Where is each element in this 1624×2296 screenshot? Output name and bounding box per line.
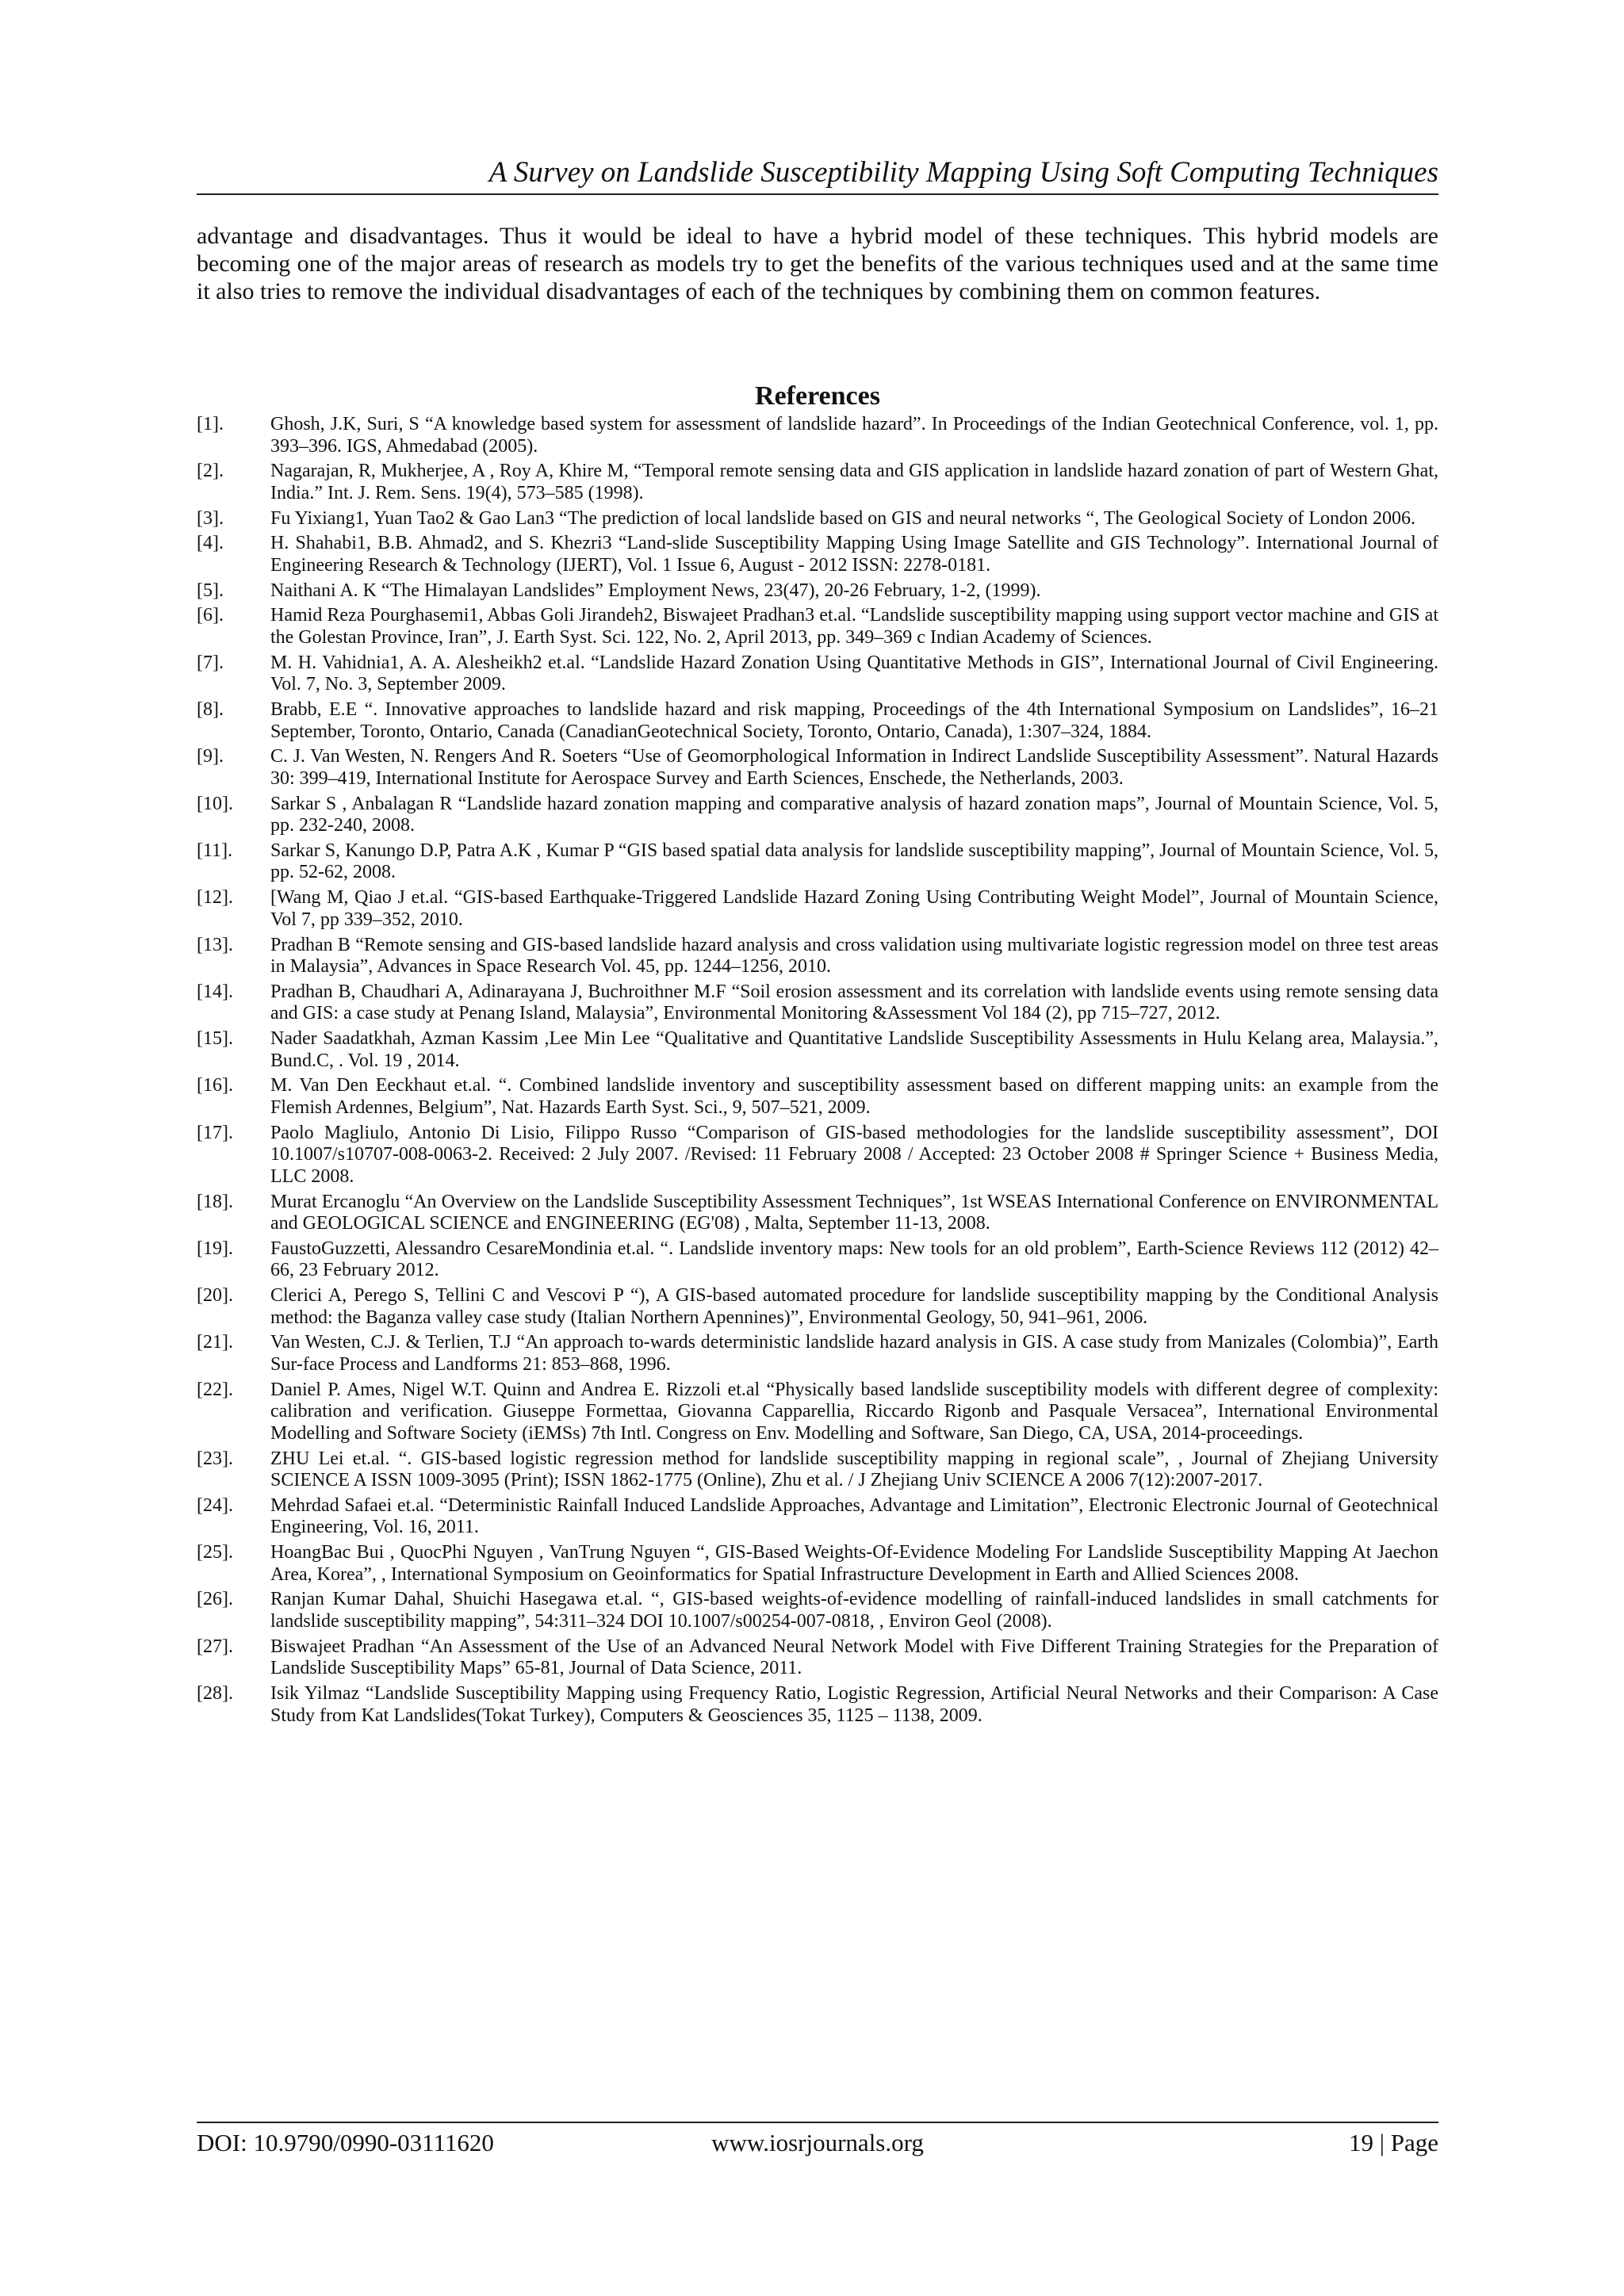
reference-item — [197, 1028, 1438, 1072]
reference-item — [197, 1636, 1438, 1680]
reference-number: [8]. — [197, 699, 224, 721]
reference-number: [11]. — [197, 840, 233, 861]
reference-number: [5]. — [197, 580, 224, 601]
reference-text: Sarkar S , Anbalagan R “Landslide hazard zonation mapping and comparative analysis of hazard zonation maps”, Journal of Mountain Science, Vol. 5, pp. 232-240, 2008. — [270, 793, 1438, 836]
reference-item — [197, 1448, 1438, 1492]
reference-text: Pradhan B, Chaudhari A, Adinarayana J, Buchroithner M.F “Soil erosion assessment and its correlation with landslide events using remote sensing data and GIS: a case study at Penang Island, Malaysia”, Environmental Monitoring &Assessment Vol 184 (2), pp 715–727, 2012. — [270, 981, 1438, 1024]
references-list — [197, 414, 1438, 1730]
reference-text: Nader Saadatkhah, Azman Kassim ,Lee Min Lee “Qualitative and Quantitative Landslide Susceptibility Assessments in Hulu Kelang area, Malaysia.”, Bund.C, . Vol. 19 , 2014. — [270, 1028, 1438, 1071]
reference-item — [197, 1192, 1438, 1235]
reference-number: [6]. — [197, 605, 224, 626]
footer-doi: DOI: 10.9790/0990-03111620 — [197, 2129, 494, 2156]
reference-text: HoangBac Bui , QuocPhi Nguyen , VanTrung Nguyen “, GIS-Based Weights-Of-Evidence Modeling For Landslide Susceptibility Mapping At Jaechon Area, Korea”, , International Symposium on Geoinformatics for Spatial Infrastructure Development in Earth and Allied Sciences 2008. — [270, 1542, 1438, 1585]
reference-text: Pradhan B “Remote sensing and GIS-based landslide hazard analysis and cross validation using multivariate logistic regression model on three test areas in Malaysia”, Advances in Space Research Vol. 45, pp. 1244–1256, 2010. — [270, 934, 1438, 978]
reference-item — [197, 1332, 1438, 1376]
reference-text: Clerici A, Perego S, Tellini C and Vescovi P “), A GIS-based automated procedure for landslide susceptibility mapping by the Conditional Analysis method: the Baganza valley case study (Italian Northern Apennines)”, Environmental Geology, 50, 941–961, 2006. — [270, 1285, 1438, 1328]
reference-text: Hamid Reza Pourghasemi1, Abbas Goli Jirandeh2, Biswajeet Pradhan3 et.al. “Landslide susceptibility mapping using support vector machine and GIS at the Golestan Province, Iran”, J. Earth Syst. Sci. 122, No. 2, April 2013, pp. 349–369 c Indian Academy of Sciences. — [270, 605, 1438, 648]
reference-number: [26]. — [197, 1589, 233, 1610]
reference-text: M. H. Vahidnia1, A. A. Alesheikh2 et.al. “Landslide Hazard Zonation Using Quantitative Methods in GIS”, International Journal of Civil Engineering. Vol. 7, No. 3, September 2009. — [270, 652, 1438, 695]
footer-page-number: 19 | Page — [1349, 2129, 1438, 2156]
reference-text: Naithani A. K “The Himalayan Landslides” Employment News, 23(47), 20-26 February, 1-2, (1999). — [270, 580, 1041, 601]
reference-item — [197, 887, 1438, 931]
reference-text: ZHU Lei et.al. “. GIS-based logistic regression method for landslide susceptibility mapping in regional scale”, , Journal of Zhejiang University SCIENCE A ISSN 1009-3095 (Print); ISSN 1862-1775 (Online), Zhu et al. / J Zhejiang Univ SCIENCE A 2006 7(12):2007-2017. — [270, 1448, 1438, 1491]
footer-url: www.iosrjournals.org — [711, 2129, 924, 2156]
header-divider — [197, 193, 1438, 195]
reference-number: [14]. — [197, 981, 233, 1002]
reference-number: [10]. — [197, 793, 233, 814]
reference-text: Van Westen, C.J. & Terlien, T.J “An approach to-wards deterministic landslide hazard analysis in GIS. A case study from Manizales (Colombia)”, Earth Sur-face Process and Landforms 21: 853–868, 1996. — [270, 1332, 1438, 1375]
reference-item — [197, 1495, 1438, 1539]
reference-number: [1]. — [197, 414, 224, 434]
reference-number: [9]. — [197, 746, 224, 767]
running-header-title: A Survey on Landslide Susceptibility Mapping Using Soft Computing Techniques — [488, 156, 1438, 189]
reference-number: [13]. — [197, 934, 233, 955]
reference-item — [197, 580, 1438, 603]
reference-text: Sarkar S, Kanungo D.P, Patra A.K , Kumar P “GIS based spatial data analysis for landslide susceptibility mapping”, Journal of Mountain Science, Vol. 5, pp. 52-62, 2008. — [270, 840, 1438, 883]
reference-item — [197, 840, 1438, 884]
reference-item — [197, 1123, 1438, 1188]
reference-text: Ghosh, J.K, Suri, S “A knowledge based system for assessment of landslide hazard”. In Proceedings of the Indian Geotechnical Conference, vol. 1, pp. 393–396. IGS, Ahmedabad (2005). — [270, 414, 1438, 457]
reference-item — [197, 1238, 1438, 1282]
reference-item — [197, 1589, 1438, 1632]
reference-number: [12]. — [197, 887, 233, 909]
footer-divider — [197, 2122, 1438, 2123]
reference-text: C. J. Van Westen, N. Rengers And R. Soeters “Use of Geomorphological Information in Indirect Landslide Susceptibility Assessment”. Natural Hazards 30: 399–419, International Institute for Aerospace Survey and Earth Sciences, Enschede, the Netherlands, 2003. — [270, 746, 1438, 789]
reference-text: H. Shahabi1, B.B. Ahmad2, and S. Khezri3 “Land-slide Susceptibility Mapping Using Image Satellite and GIS Technology”. International Journal of Engineering Research & Technology (IJERT), Vol. 1 Issue 6, August - 2012 ISSN: 2278-0181. — [270, 533, 1438, 576]
reference-text: Mehrdad Safaei et.al. “Deterministic Rainfall Induced Landslide Approaches, Advantage and Limitation”, Electronic Electronic Journal of Geotechnical Engineering, Vol. 16, 2011. — [270, 1494, 1438, 1538]
reference-item — [197, 1683, 1438, 1727]
reference-text: Fu Yixiang1, Yuan Tao2 & Gao Lan3 “The prediction of local landslide based on GIS and neural networks “, The Geological Society of London 2006. — [270, 507, 1415, 529]
reference-item — [197, 746, 1438, 790]
reference-number: [23]. — [197, 1448, 233, 1469]
reference-text: M. Van Den Eeckhaut et.al. “. Combined landslide inventory and susceptibility assessment based on different mapping units: an example from the Flemish Ardennes, Belgium”, Nat. Hazards Earth Syst. Sci., 9, 507–521, 2009. — [270, 1075, 1438, 1118]
reference-item — [197, 605, 1438, 649]
reference-number: [25]. — [197, 1542, 233, 1563]
reference-text: Biswajeet Pradhan “An Assessment of the Use of an Advanced Neural Network Model with Five Different Training Strategies for the Preparation of Landslide Susceptibility Maps” 65-81, Journal of Data Science, 2011. — [270, 1636, 1438, 1679]
reference-text: Nagarajan, R, Mukherjee, A , Roy A, Khire M, “Temporal remote sensing data and GIS application in landslide hazard zonation of part of Western Ghat, India.” Int. J. Rem. Sens. 19(4), 573–585 (1998). — [270, 461, 1438, 503]
reference-number: [15]. — [197, 1028, 233, 1050]
reference-item — [197, 461, 1438, 504]
reference-number: [21]. — [197, 1332, 233, 1353]
reference-number: [17]. — [197, 1122, 233, 1143]
reference-number: [16]. — [197, 1075, 233, 1096]
reference-number: [24]. — [197, 1494, 233, 1516]
reference-number: [20]. — [197, 1285, 233, 1307]
reference-text: Ranjan Kumar Dahal, Shuichi Hasegawa et.al. “, GIS-based weights-of-evidence modelling of rainfall-induced landslides in small catchments for landslide susceptibility mapping”, 54:311–324 DOI 10.1007/s00254-007-0818, , Environ Geol (2008). — [270, 1589, 1438, 1632]
reference-number: [22]. — [197, 1379, 233, 1400]
reference-text: Daniel P. Ames, Nigel W.T. Quinn and Andrea E. Rizzoli et.al “Physically based landslide susceptibility models with different degree of complexity: calibration and verification. Giuseppe Formettaa, Giovanna Capparellia, Riccardo Rigonb and Pasquale Versacea”, International Environmental Modelling and Software Society (iEMSs) 7th Intl. Congress on Env. Modelling and Software, San Diego, CA, USA, 2014-proceedings. — [270, 1379, 1438, 1444]
reference-item — [197, 1285, 1438, 1329]
reference-item — [197, 533, 1438, 576]
reference-text: [Wang M, Qiao J et.al. “GIS-based Earthquake-Triggered Landslide Hazard Zoning Using Contributing Weight Model”, Journal of Mountain Science, Vol 7, pp 339–352, 2010. — [270, 887, 1438, 930]
reference-number: [28]. — [197, 1683, 233, 1705]
reference-item — [197, 1075, 1438, 1119]
reference-number: [2]. — [197, 461, 224, 482]
reference-item — [197, 794, 1438, 837]
reference-text: FaustoGuzzetti, Alessandro CesareMondinia et.al. “. Landslide inventory maps: New tools for an old problem”, Earth-Science Reviews 112 (2012) 42–66, 23 February 2012. — [270, 1238, 1438, 1281]
reference-item — [197, 1542, 1438, 1586]
reference-item — [197, 508, 1438, 530]
reference-item — [197, 982, 1438, 1025]
reference-item — [197, 699, 1438, 743]
reference-item — [197, 414, 1438, 457]
reference-number: [27]. — [197, 1636, 233, 1657]
reference-number: [3]. — [197, 507, 224, 529]
reference-text: Brabb, E.E “. Innovative approaches to landslide hazard and risk mapping, Proceedings of the 4th International Symposium on Landslides”, 16–21 September, Toronto, Ontario, Canada (CanadianGeotechnical Society, Toronto, Ontario, Canada), 1:307–324, 1884. — [270, 699, 1438, 742]
reference-text: Murat Ercanoglu “An Overview on the Landslide Susceptibility Assessment Techniques”, 1st WSEAS International Conference on ENVIRONMENTAL and GEOLOGICAL SCIENCE and ENGINEERING (EG'08) , Malta, September 11-13, 2008. — [270, 1191, 1438, 1234]
reference-text: Isik Yilmaz “Landslide Susceptibility Mapping using Frequency Ratio, Logistic Regression, Artificial Neural Networks and their Comparison: A Case Study from Kat Landslides(Tokat Turkey), Computers & Geosciences 35, 1125 – 1138, 2009. — [270, 1683, 1438, 1726]
reference-number: [7]. — [197, 652, 224, 673]
reference-number: [18]. — [197, 1191, 233, 1212]
reference-number: [19]. — [197, 1238, 233, 1259]
reference-item — [197, 1380, 1438, 1445]
reference-item — [197, 935, 1438, 978]
references-heading: References — [755, 381, 880, 411]
reference-number: [4]. — [197, 533, 224, 554]
body-paragraph: advantage and disadvantages. Thus it would be ideal to have a hybrid model of these techniques. This hybrid models are becoming one of the major areas of research as models try to get the benefits of the various techniques used and at the same time it also tries to remove the individual disadvantages of each of the techniques by combining them on common features. — [197, 223, 1438, 304]
reference-item — [197, 652, 1438, 696]
reference-text: Paolo Magliulo, Antonio Di Lisio, Filippo Russo “Comparison of GIS-based methodologies for the landslide susceptibility assessment”, DOI 10.1007/s10707-008-0063-2. Received: 2 July 2007. /Revised: 11 February 2008 / Accepted: 23 October 2008 # Springer Science + Business Media, LLC 2008. — [270, 1122, 1438, 1187]
